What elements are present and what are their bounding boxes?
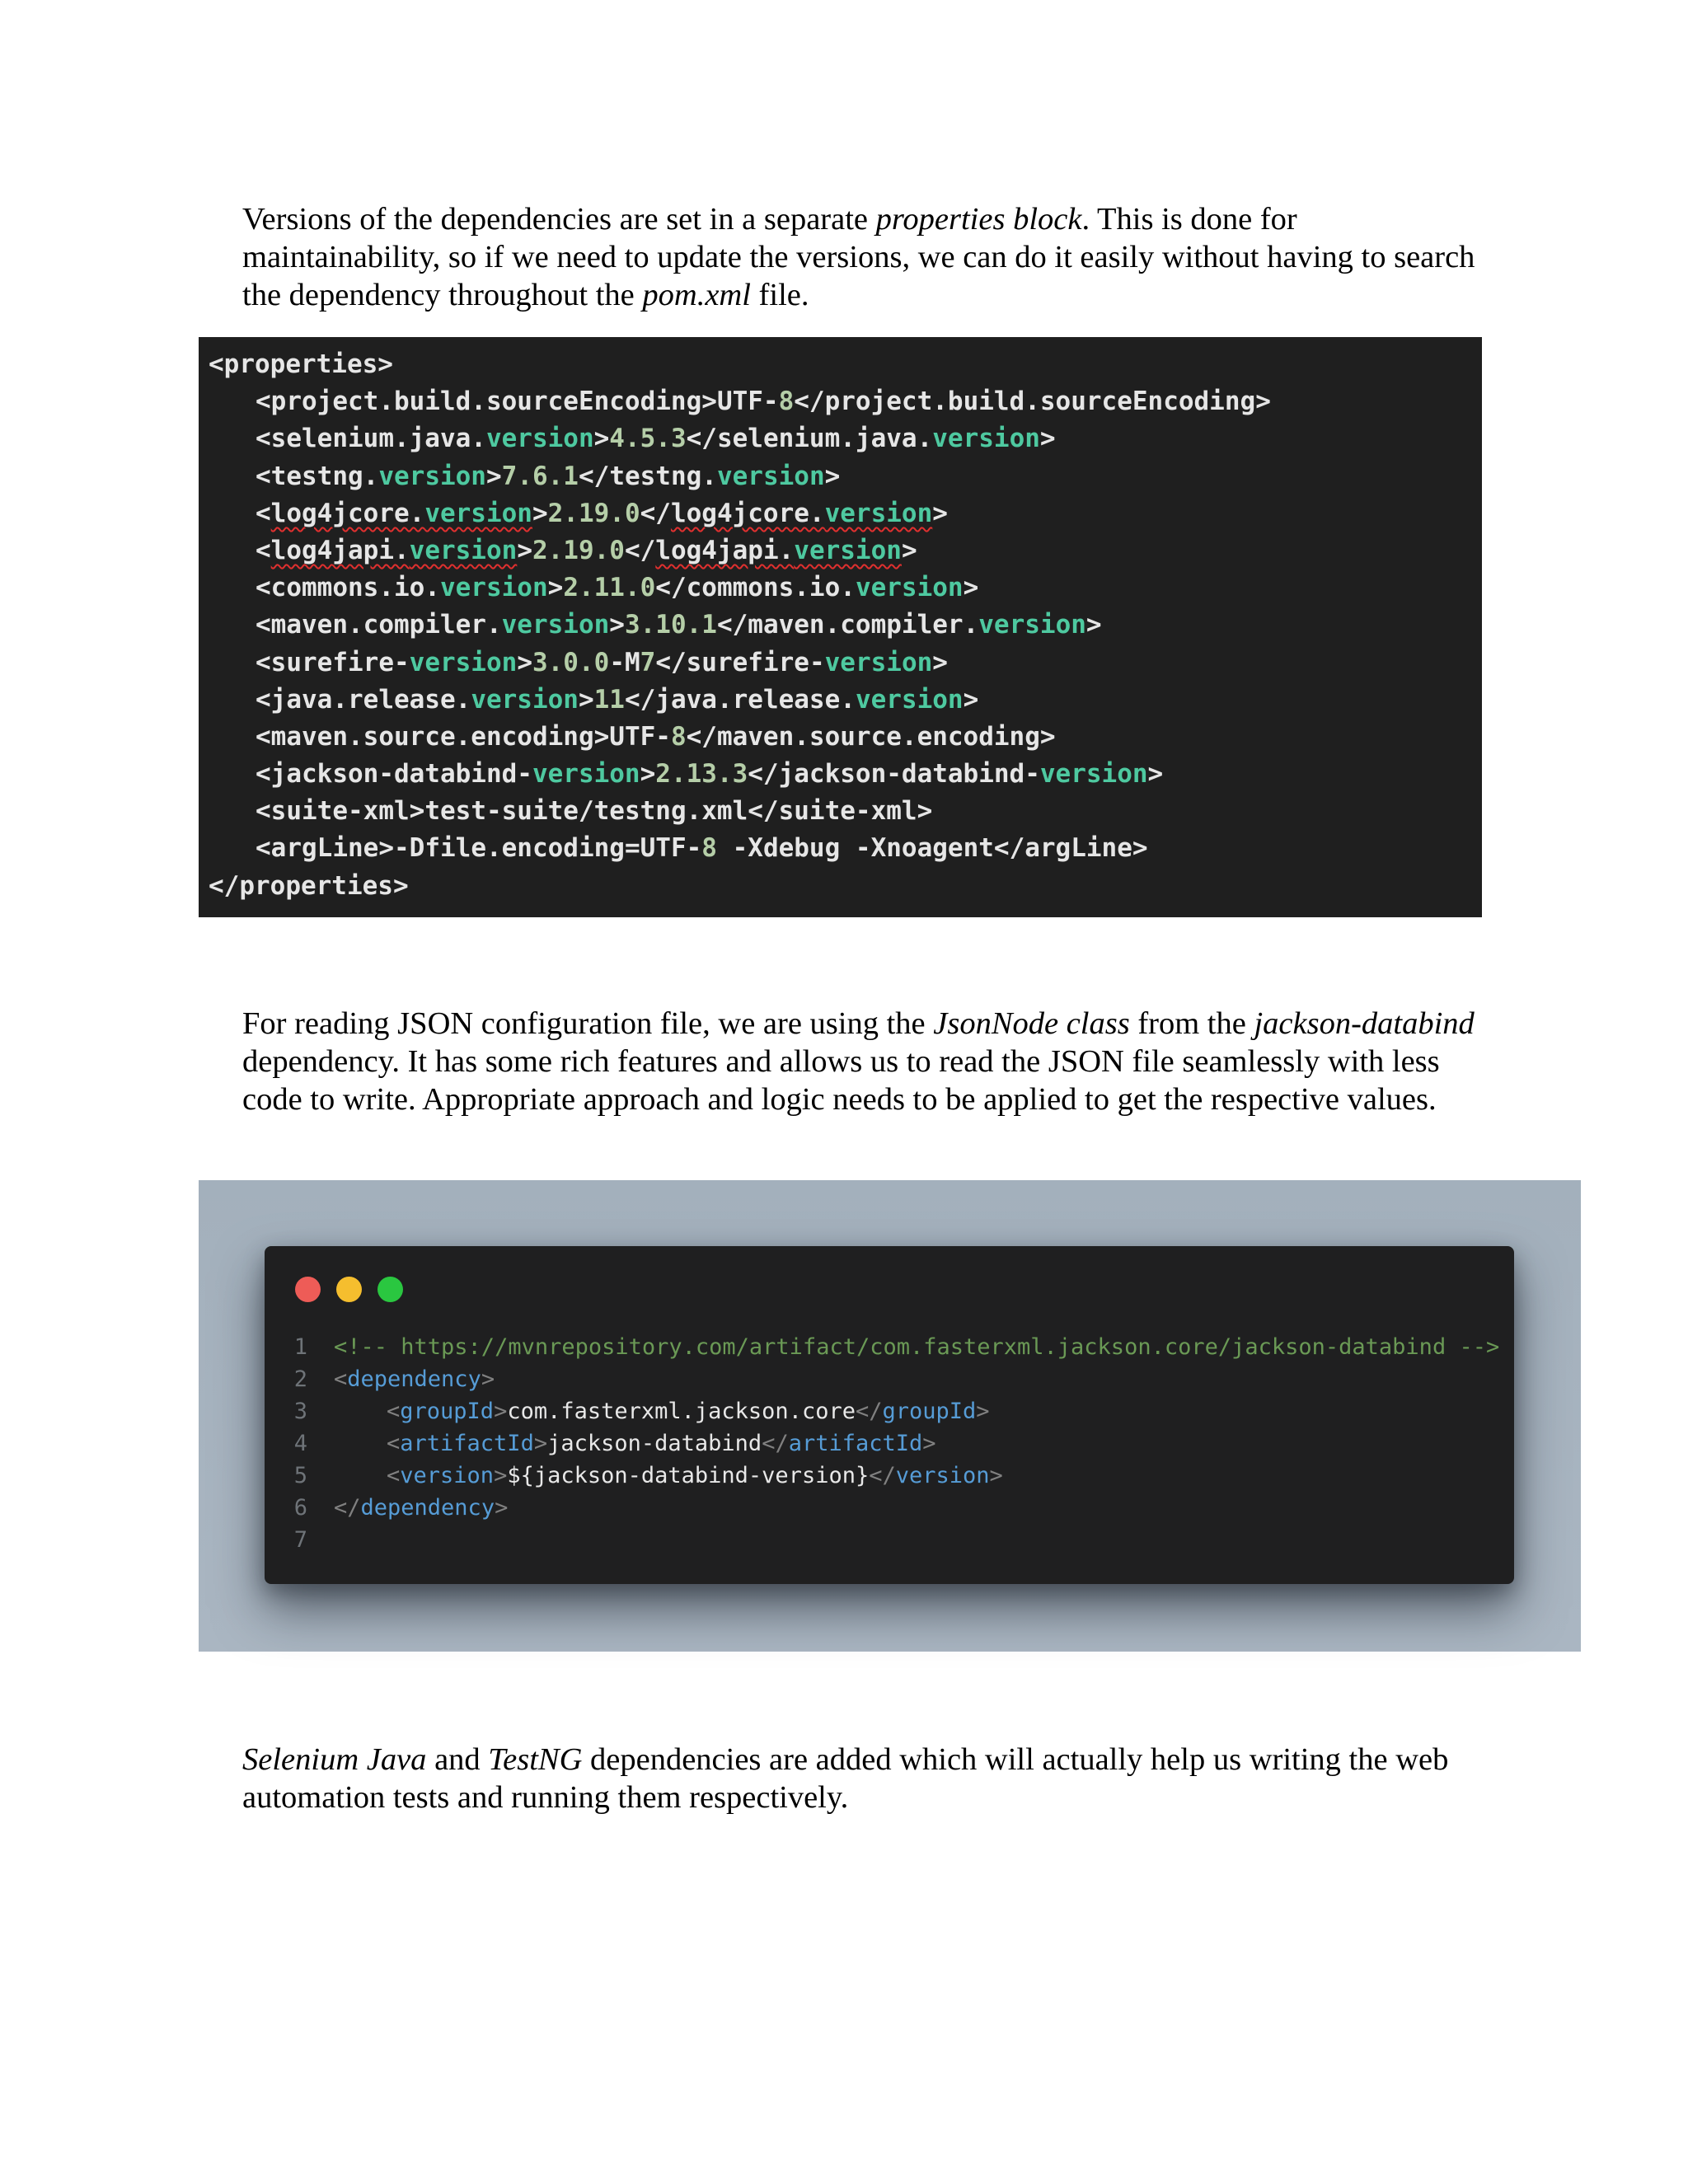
property-line: <maven.source.encoding>UTF-8</maven.source.encoding> [256,721,1056,752]
tag-name: dependency [347,1366,481,1392]
code-line: 6 </ dependency > [289,1492,1506,1524]
code-line-open [209,346,1482,383]
properties-open-tag: <properties> [209,349,393,379]
property-tag-name: testng.version [609,461,825,491]
maximize-dot-icon [377,1277,403,1302]
window-controls [295,1277,403,1302]
italic-term: Selenium Java [242,1742,427,1777]
minimize-dot-icon [336,1277,362,1302]
text: from the [1129,1006,1254,1041]
tag-name: version [895,1463,990,1488]
property-tag-name: log4japi.version [270,535,518,565]
text: . This is done for maintainability, so if we need to update the versions, we can do it easily without having to search the dependency throughout the [242,202,1475,312]
property-line: <log4jcore.version>2.19.0</log4jcore.version> [256,498,948,528]
property-value: 2.13.3 [655,759,748,790]
property-tag-name: java.release.version [270,684,579,715]
property-tag-name: argLine [1025,833,1132,864]
text: file. [750,278,809,312]
text: dependencies are added which will actually help us writing the web automation tests and running them respectively. [242,1742,1449,1815]
tag-name: version [400,1463,495,1488]
property-tag-name: maven.compiler.version [748,610,1086,640]
line-number: 5 [293,1463,307,1488]
properties-close-tag: </properties> [209,870,409,901]
property-line: <argLine>-Dfile.encoding=UTF-8 -Xdebug -Xnoagent</argLine> [256,833,1148,864]
code-comment: <!-- https://mvnrepository.com/artifact/com.fasterxml.jackson.core/jackson-databind --> [334,1334,1500,1360]
property-value: 7.6.1 [501,461,579,491]
property-line: <maven.compiler.version>3.10.1</maven.compiler.version> [256,610,1102,640]
tag-name: groupId [882,1399,977,1424]
property-value: 2.19.0 [547,498,640,528]
italic-term: JsonNode class [933,1006,1130,1041]
property-tag-name: maven.source.encoding [716,721,1040,752]
property-tag-name: log4japi.version [655,535,902,565]
tag-name: artifactId [400,1431,534,1456]
code-line [289,1331,1506,1363]
code-line: 5 < version > ${jackson-databind-version} </ version > [289,1460,1506,1492]
property-value: UTF-8 [609,721,687,752]
property-tag-name: java.release.version [655,684,964,715]
tag-value: jackson-databind [547,1431,762,1456]
property-tag-name: surefire-version [270,647,518,677]
code-line: 3 < groupId > com.fasterxml.jackson.core </ groupId > [289,1395,1506,1427]
property-line: <suite-xml>test-suite/testng.xml</suite-xml> [256,796,933,827]
property-tag-name: jackson-databind-version [778,759,1148,790]
tag-name: groupId [400,1399,495,1424]
dependency-code [289,1331,1506,1556]
tag-name: dependency [360,1495,495,1521]
property-value: -Dfile.encoding=UTF-8 -Xdebug -Xnoagent [394,833,994,864]
text: Versions of the dependencies are set in a separate [242,202,876,237]
code-line-close [209,868,1482,905]
property-tag-name: suite-xml [270,796,410,827]
property-value: 4.5.3 [609,424,687,454]
property-tag-name: maven.source.encoding [270,721,594,752]
close-dot-icon [295,1277,321,1302]
property-tag-name: jackson-databind-version [270,759,640,790]
property-tag-name: surefire-version [686,647,933,677]
tag-value: ${jackson-databind-version} [507,1463,870,1488]
property-line: <project.build.sourceEncoding>UTF-8</project.build.sourceEncoding> [256,387,1271,417]
text: and [426,1742,489,1777]
property-tag-name: argLine [270,833,379,864]
line-number: 4 [293,1431,307,1456]
code-window [265,1246,1514,1584]
property-tag-name: project.build.sourceEncoding [270,387,702,417]
property-value: 3.10.1 [624,610,717,640]
property-tag-name: log4jcore.version [270,498,532,528]
line-number: 3 [293,1399,307,1424]
line-number: 2 [293,1366,307,1392]
property-tag-name: maven.compiler.version [270,610,610,640]
paragraph-jsonnode-intro [242,1005,1479,1118]
property-line: <selenium.java.version>4.5.3</selenium.java.version> [256,424,1056,454]
property-tag-name: log4jcore.version [670,498,933,528]
property-value: 3.0.0-M7 [532,647,656,677]
property-value: 2.19.0 [532,535,625,565]
property-line: <testng.version>7.6.1</testng.version> [256,461,841,491]
paragraph-selenium-testng [242,1741,1479,1816]
property-value: test-suite/testng.xml [424,796,748,827]
property-tag-name: selenium.java.version [270,424,594,454]
property-line: <log4japi.version>2.19.0</log4japi.version> [256,535,917,565]
tag-value: com.fasterxml.jackson.core [507,1399,856,1424]
paragraph-properties-intro [242,200,1479,314]
property-tag-name: suite-xml [778,796,917,827]
italic-term: pom.xml [642,278,751,312]
line-number: 7 [293,1527,307,1553]
dependency-snippet-frame [199,1180,1581,1652]
property-tag-name: project.build.sourceEncoding [824,387,1256,417]
tag-name: artifactId [788,1431,923,1456]
property-line: <commons.io.version>2.11.0</commons.io.version> [256,573,979,603]
italic-term: TestNG [488,1742,583,1777]
line-number: 6 [293,1495,307,1521]
italic-term: properties block [875,202,1082,237]
code-line [289,1524,1506,1556]
property-value: 2.11.0 [563,573,656,603]
italic-term: jackson-databind [1254,1006,1475,1041]
text: For reading JSON configuration file, we are using the [242,1006,934,1041]
text: dependency. It has some rich features and allows us to read the JSON file seamlessly with less code to write. Appropriate approach and logic needs to be applied to get the respective values. [242,1044,1440,1117]
property-line: <surefire-version>3.0.0-M7</surefire-version> [256,647,948,677]
code-line: 4 < artifactId > jackson-databind </ artifactId > [289,1427,1506,1460]
property-line: <java.release.version>11</java.release.version> [256,684,979,715]
property-value: 11 [593,684,625,715]
property-tag-name: commons.io.version [270,573,548,603]
property-tag-name: selenium.java.version [716,424,1040,454]
code-line: 2 < dependency > [289,1363,1506,1395]
property-line: <jackson-databind-version>2.13.3</jackson-databind-version> [256,759,1164,790]
properties-code-block [199,337,1482,917]
line-number: 1 [293,1334,307,1360]
property-tag-name: commons.io.version [686,573,964,603]
property-tag-name: testng.version [270,461,486,491]
property-value: UTF-8 [716,387,795,417]
